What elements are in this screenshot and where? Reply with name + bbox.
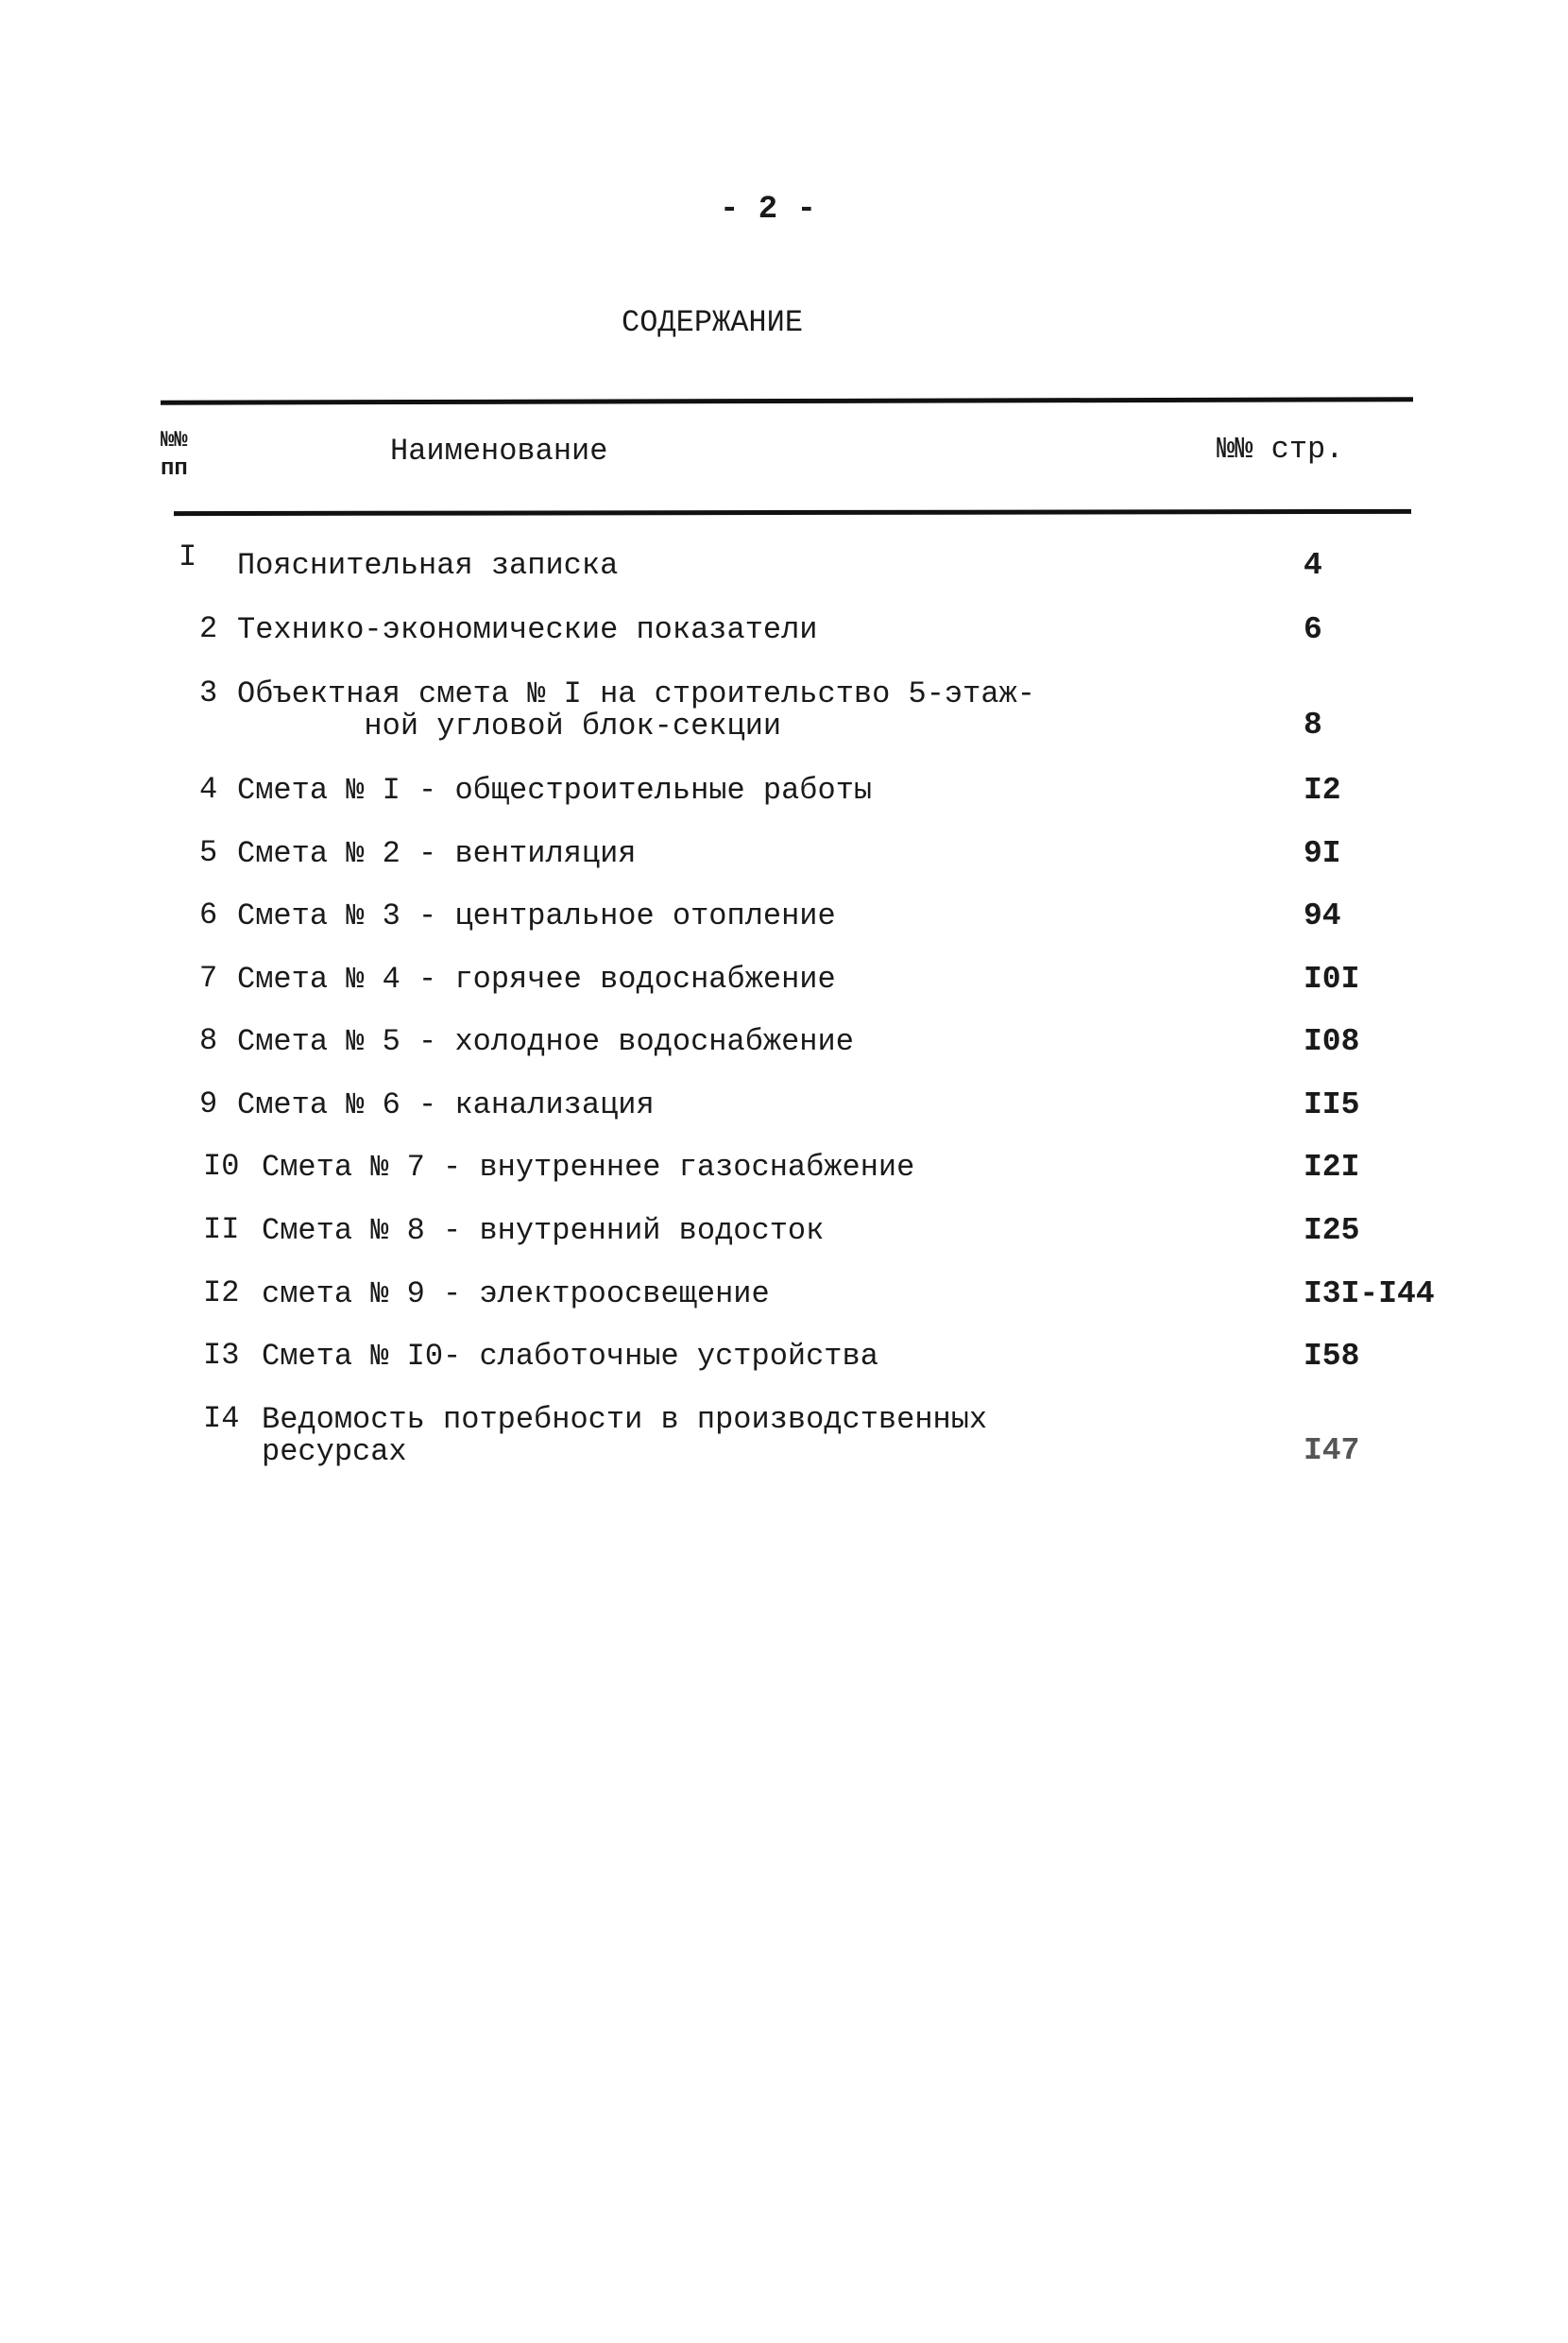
- row-page: I58: [1304, 1339, 1360, 1374]
- contents-row: [0, 1212, 1568, 1253]
- row-page: I25: [1304, 1213, 1360, 1248]
- row-number: 9: [199, 1086, 218, 1121]
- row-title: Смета № 6 - канализация: [237, 1087, 655, 1122]
- contents-row: [0, 1338, 1568, 1378]
- row-title: Смета № I0- слаботочные устройства: [262, 1339, 878, 1374]
- contents-row: [0, 676, 1568, 744]
- row-title: Смета № 3 - центральное отопление: [237, 898, 836, 933]
- row-number: 8: [199, 1023, 218, 1058]
- row-number: 7: [199, 961, 218, 996]
- contents-row: [0, 1086, 1568, 1127]
- contents-row: [0, 961, 1568, 1001]
- row-number: 2: [199, 611, 218, 646]
- row-number: 6: [199, 898, 218, 932]
- row-number: 3: [199, 676, 218, 710]
- row-page: I2I: [1304, 1150, 1360, 1185]
- row-title: Смета № 2 - вентиляция: [237, 836, 637, 871]
- page-number: - 2 -: [720, 192, 817, 228]
- contents-row: [0, 539, 1568, 588]
- header-num-col: №№ пп: [161, 428, 188, 482]
- header-page-col: №№ стр.: [1217, 432, 1344, 467]
- row-title: смета № 9 - электроосвещение: [262, 1276, 770, 1311]
- row-page: I3I-I44: [1304, 1276, 1435, 1311]
- row-number: 5: [199, 835, 218, 870]
- row-number: II: [203, 1212, 240, 1247]
- document-title: СОДЕРЖАНИЕ: [622, 305, 804, 340]
- row-number: I: [179, 539, 197, 574]
- row-title: Технико-экономические показатели: [237, 612, 818, 647]
- row-number: I4: [203, 1401, 240, 1436]
- contents-row: [0, 1275, 1568, 1316]
- row-page: I2: [1304, 773, 1341, 808]
- row-number: I3: [203, 1338, 240, 1373]
- row-title: Пояснительная записка: [237, 548, 619, 583]
- table-top-rule: [161, 397, 1413, 404]
- row-number: I0: [203, 1149, 240, 1184]
- row-title: Смета № I - общестроительные работы: [237, 773, 873, 808]
- contents-row: [0, 900, 1568, 938]
- row-number: I2: [203, 1275, 240, 1310]
- header-name-col: Наименование: [390, 434, 608, 469]
- contents-row: [0, 1401, 1568, 1469]
- row-page: I47: [1304, 1433, 1360, 1468]
- contents-row: [0, 772, 1568, 812]
- row-title: Смета № 8 - внутренний водосток: [262, 1213, 825, 1248]
- row-page: 9I: [1304, 836, 1341, 871]
- row-page: 94: [1304, 898, 1341, 933]
- row-title: Смета № 7 - внутреннее газоснабжение: [262, 1150, 915, 1185]
- row-title: Объектная смета № I на строительство 5-этаж- ной угловой блок-секции: [237, 676, 1035, 744]
- row-title: Смета № 4 - горячее водоснабжение: [237, 962, 836, 997]
- row-page: 4: [1304, 548, 1322, 583]
- contents-row: [0, 611, 1568, 652]
- contents-row: [0, 1149, 1568, 1189]
- table-header-rule: [174, 509, 1411, 516]
- row-title: Смета № 5 - холодное водоснабжение: [237, 1024, 854, 1059]
- row-page: I0I: [1304, 962, 1360, 997]
- row-title: Ведомость потребности в производственных ресурсах: [262, 1402, 988, 1469]
- row-page: I08: [1304, 1024, 1360, 1059]
- row-page: II5: [1304, 1087, 1360, 1122]
- contents-row: [0, 1023, 1568, 1064]
- row-number: 4: [199, 772, 218, 807]
- contents-row: [0, 835, 1568, 876]
- row-page: 6: [1304, 612, 1322, 647]
- row-page: 8: [1304, 708, 1322, 743]
